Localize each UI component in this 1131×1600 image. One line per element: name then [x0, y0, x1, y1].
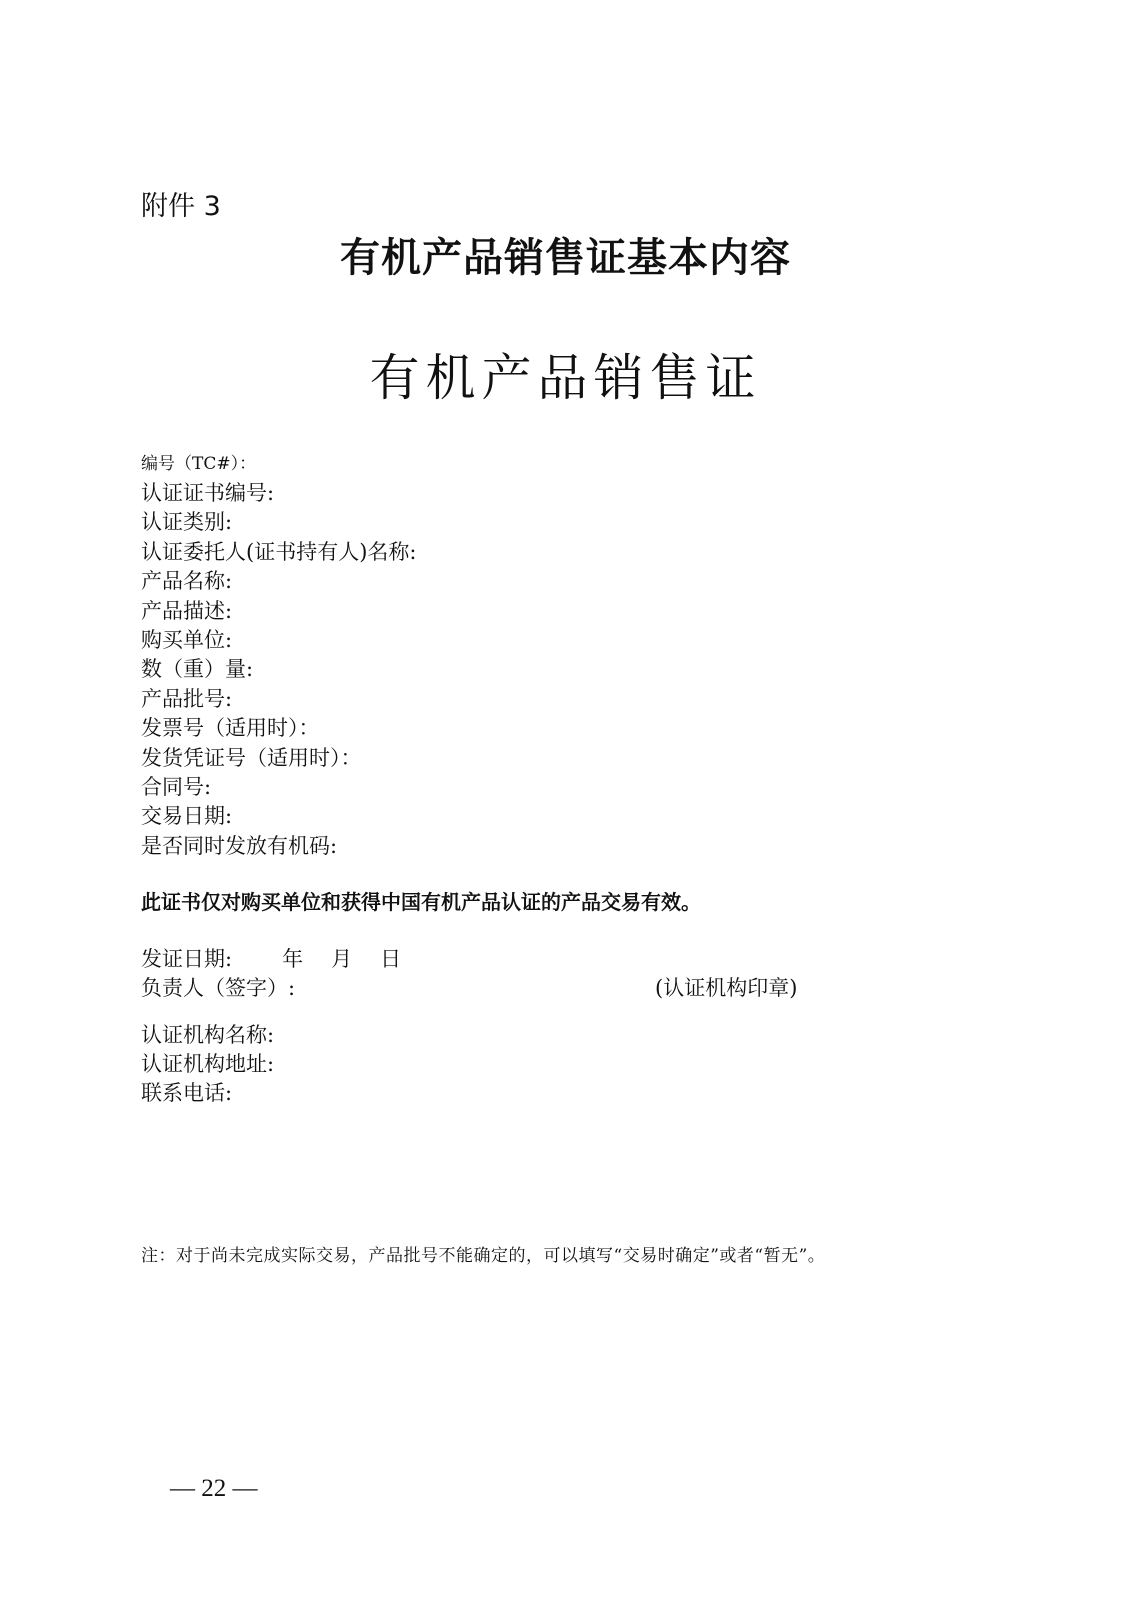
serial-number-label: 编号（TC#）：: [141, 454, 257, 474]
field-organization-address: 认证机构地址:: [141, 1052, 275, 1076]
field-certificate-number: 认证证书编号:: [141, 481, 275, 505]
page-number: — 22 —: [170, 1475, 258, 1502]
organization-field-list: [141, 1021, 274, 1108]
field-product-name: 产品名称:: [141, 569, 233, 594]
certificate-field-list: [141, 479, 416, 861]
field-product-description: 产品描述:: [141, 598, 233, 623]
issue-date-label: 发证日期:: [141, 947, 233, 971]
field-quantity: 数（重）量:: [141, 657, 254, 682]
field-contact-phone: 联系电话:: [141, 1081, 233, 1105]
seal-label: (认证机构印章): [655, 976, 798, 1000]
footnote: 注：对于尚未完成实际交易，产品批号不能确定的，可以填写“交易时确定”或者“暂无”。: [141, 1246, 826, 1266]
field-contract-number: 合同号:: [141, 774, 212, 799]
document-title: 有机产品销售证基本内容: [340, 234, 791, 281]
field-delivery-voucher-number: 发货凭证号（适用时）：: [141, 745, 362, 770]
certificate-title: 有机产品销售证: [369, 349, 762, 407]
field-transaction-date: 交易日期:: [141, 804, 233, 829]
attachment-label: 附件 3: [141, 191, 221, 222]
issue-date-row: [141, 945, 401, 973]
issue-date-year: 年: [282, 947, 304, 971]
field-organization-name: 认证机构名称:: [141, 1023, 275, 1047]
field-organic-code-issued: 是否同时发放有机码:: [141, 833, 338, 858]
field-certification-category: 认证类别:: [141, 510, 233, 535]
issue-date-month: 月: [331, 947, 353, 971]
validity-statement: 此证书仅对购买单位和获得中国有机产品认证的产品交易有效。: [141, 890, 701, 914]
signer-label: 负责人（签字）:: [141, 976, 296, 1000]
field-purchaser: 购买单位:: [141, 627, 233, 652]
field-invoice-number: 发票号（适用时）：: [141, 716, 320, 741]
field-applicant-name: 认证委托人(证书持有人)名称:: [141, 539, 417, 564]
field-batch-number: 产品批号:: [141, 686, 233, 711]
issue-date-day: 日: [380, 947, 402, 971]
